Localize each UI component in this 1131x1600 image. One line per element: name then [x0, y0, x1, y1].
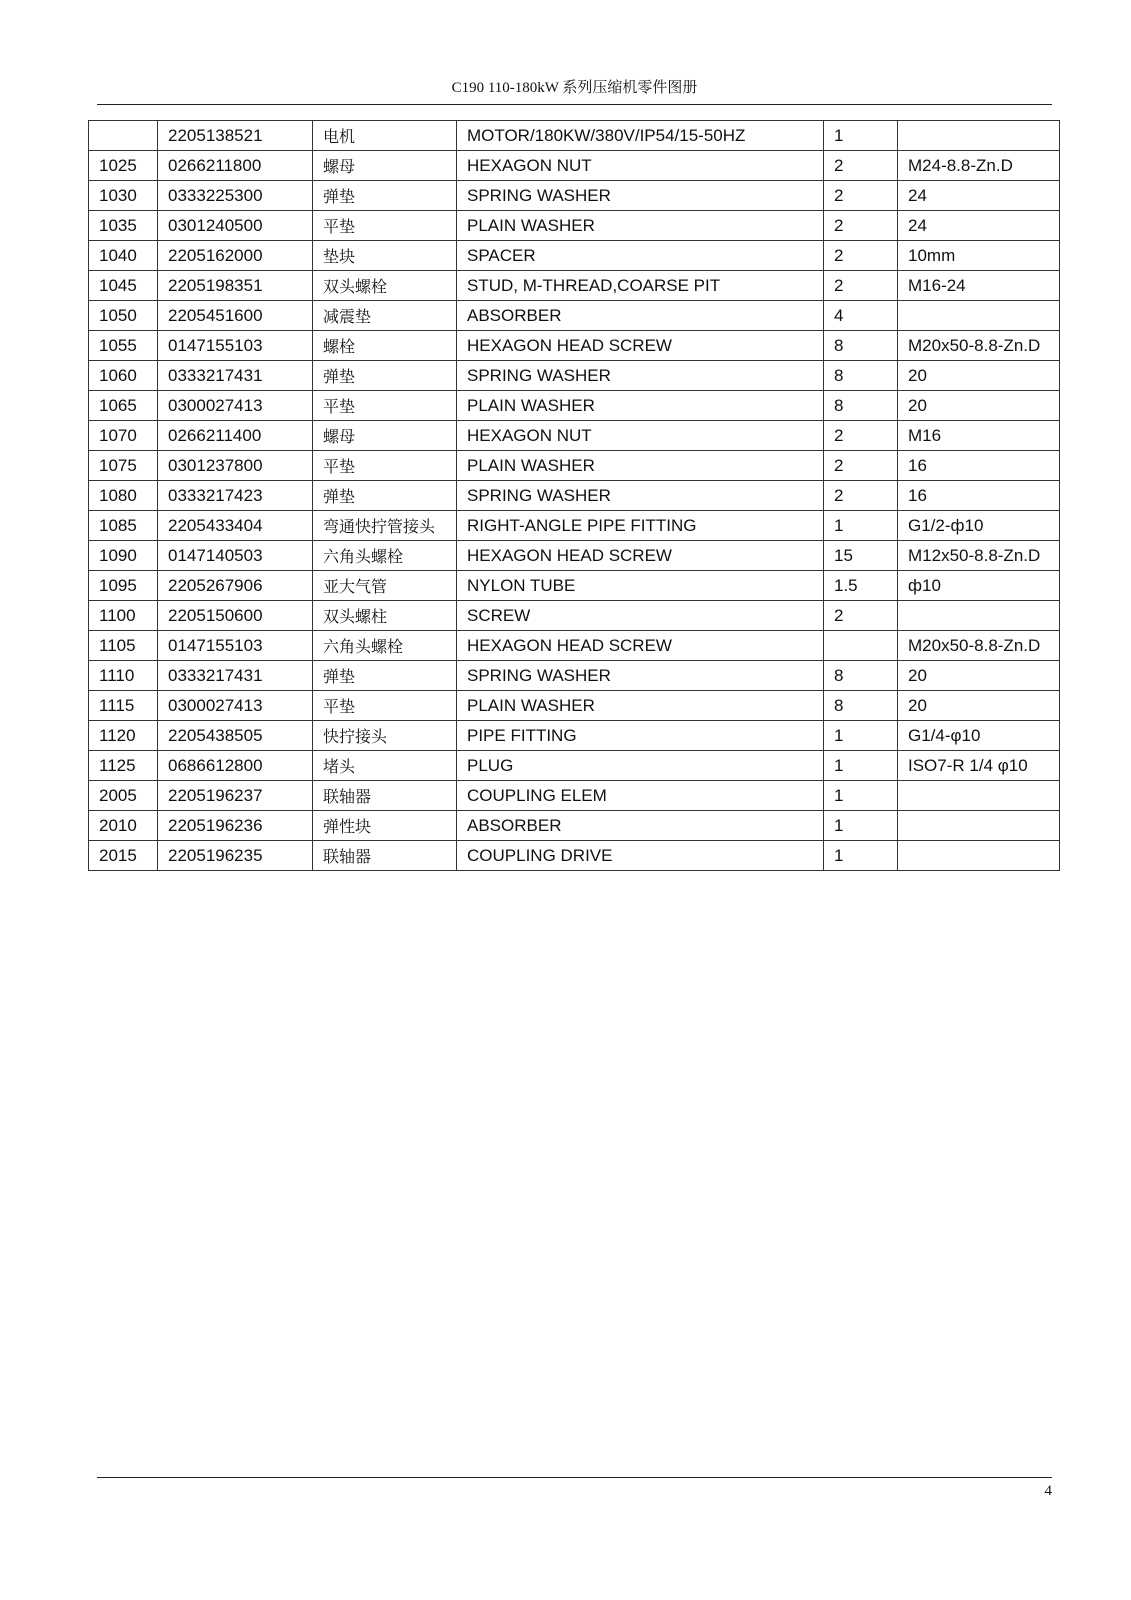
table-row [89, 631, 1060, 661]
chinese-name-cell: 双头螺栓 [313, 271, 457, 301]
part-number-cell: 2205162000 [158, 241, 313, 271]
parts-table [88, 120, 1060, 871]
page-number: 4 [1044, 1483, 1052, 1499]
quantity-cell: 15 [824, 541, 898, 571]
part-number-cell: 0147155103 [158, 631, 313, 661]
quantity-cell: 2 [824, 601, 898, 631]
specification-cell: M16-24 [898, 271, 1060, 301]
quantity-cell: 2 [824, 211, 898, 241]
english-description-cell: HEXAGON HEAD SCREW [457, 631, 824, 661]
table-row [89, 451, 1060, 481]
item-no-cell: 1120 [89, 721, 158, 751]
part-number-cell: 0147155103 [158, 331, 313, 361]
chinese-name-cell: 垫块 [313, 241, 457, 271]
chinese-name-cell: 电机 [313, 121, 457, 151]
chinese-name-cell: 弯通快拧管接头 [313, 511, 457, 541]
item-no-cell: 2015 [89, 841, 158, 871]
table-row [89, 841, 1060, 871]
table-row [89, 601, 1060, 631]
part-number-cell: 0266211800 [158, 151, 313, 181]
quantity-cell: 1.5 [824, 571, 898, 601]
specification-cell: 16 [898, 451, 1060, 481]
english-description-cell: PLUG [457, 751, 824, 781]
specification-cell: M20x50-8.8-Zn.D [898, 631, 1060, 661]
quantity-cell: 8 [824, 391, 898, 421]
item-no-cell: 1025 [89, 151, 158, 181]
item-no-cell: 1045 [89, 271, 158, 301]
quantity-cell: 2 [824, 271, 898, 301]
specification-cell [898, 811, 1060, 841]
part-number-cell: 0147140503 [158, 541, 313, 571]
quantity-cell: 8 [824, 331, 898, 361]
specification-cell [898, 841, 1060, 871]
chinese-name-cell: 快拧接头 [313, 721, 457, 751]
english-description-cell: STUD, M-THREAD,COARSE PIT [457, 271, 824, 301]
table-row [89, 331, 1060, 361]
chinese-name-cell: 双头螺柱 [313, 601, 457, 631]
chinese-name-cell: 弹垫 [313, 361, 457, 391]
english-description-cell: HEXAGON HEAD SCREW [457, 541, 824, 571]
specification-cell: M12x50-8.8-Zn.D [898, 541, 1060, 571]
item-no-cell: 1065 [89, 391, 158, 421]
item-no-cell: 1115 [89, 691, 158, 721]
table-row [89, 241, 1060, 271]
part-number-cell: 0333217423 [158, 481, 313, 511]
part-number-cell: 0300027413 [158, 391, 313, 421]
english-description-cell: PLAIN WASHER [457, 391, 824, 421]
table-row [89, 541, 1060, 571]
english-description-cell: ABSORBER [457, 811, 824, 841]
part-number-cell: 0333225300 [158, 181, 313, 211]
chinese-name-cell: 亚大气管 [313, 571, 457, 601]
part-number-cell: 2205138521 [158, 121, 313, 151]
item-no-cell: 1070 [89, 421, 158, 451]
specification-cell: 24 [898, 181, 1060, 211]
part-number-cell: 0300027413 [158, 691, 313, 721]
table-row [89, 151, 1060, 181]
part-number-cell: 2205438505 [158, 721, 313, 751]
item-no-cell: 2010 [89, 811, 158, 841]
table-row [89, 661, 1060, 691]
part-number-cell: 0686612800 [158, 751, 313, 781]
part-number-cell: 2205150600 [158, 601, 313, 631]
item-no-cell: 1095 [89, 571, 158, 601]
english-description-cell: SPRING WASHER [457, 361, 824, 391]
specification-cell: 16 [898, 481, 1060, 511]
quantity-cell: 1 [824, 811, 898, 841]
table-row [89, 121, 1060, 151]
quantity-cell: 1 [824, 121, 898, 151]
item-no-cell: 1105 [89, 631, 158, 661]
specification-cell [898, 121, 1060, 151]
quantity-cell: 1 [824, 841, 898, 871]
chinese-name-cell: 螺母 [313, 151, 457, 181]
english-description-cell: ABSORBER [457, 301, 824, 331]
specification-cell: G1/2-ф10 [898, 511, 1060, 541]
item-no-cell: 1080 [89, 481, 158, 511]
specification-cell: M24-8.8-Zn.D [898, 151, 1060, 181]
table-row [89, 751, 1060, 781]
quantity-cell: 2 [824, 451, 898, 481]
part-number-cell: 2205196237 [158, 781, 313, 811]
specification-cell: M16 [898, 421, 1060, 451]
specification-cell [898, 601, 1060, 631]
english-description-cell: HEXAGON NUT [457, 421, 824, 451]
english-description-cell: SCREW [457, 601, 824, 631]
specification-cell [898, 781, 1060, 811]
footer-rule [97, 1477, 1052, 1478]
table-row [89, 421, 1060, 451]
part-number-cell: 0333217431 [158, 361, 313, 391]
quantity-cell: 8 [824, 361, 898, 391]
specification-cell: 20 [898, 361, 1060, 391]
part-number-cell: 0301237800 [158, 451, 313, 481]
item-no-cell: 1050 [89, 301, 158, 331]
chinese-name-cell: 螺栓 [313, 331, 457, 361]
chinese-name-cell: 平垫 [313, 211, 457, 241]
english-description-cell: SPACER [457, 241, 824, 271]
table-row [89, 181, 1060, 211]
part-number-cell: 2205196236 [158, 811, 313, 841]
english-description-cell: COUPLING ELEM [457, 781, 824, 811]
chinese-name-cell: 六角头螺栓 [313, 631, 457, 661]
quantity-cell: 2 [824, 421, 898, 451]
quantity-cell [824, 631, 898, 661]
english-description-cell: HEXAGON NUT [457, 151, 824, 181]
part-number-cell: 0301240500 [158, 211, 313, 241]
quantity-cell: 1 [824, 781, 898, 811]
chinese-name-cell: 减震垫 [313, 301, 457, 331]
table-row [89, 361, 1060, 391]
chinese-name-cell: 联轴器 [313, 841, 457, 871]
parts-table-body [89, 121, 1060, 871]
quantity-cell: 2 [824, 481, 898, 511]
chinese-name-cell: 弹垫 [313, 661, 457, 691]
quantity-cell: 8 [824, 661, 898, 691]
table-row [89, 271, 1060, 301]
specification-cell: ISO7-R 1/4 φ10 [898, 751, 1060, 781]
item-no-cell: 1040 [89, 241, 158, 271]
specification-cell: 24 [898, 211, 1060, 241]
specification-cell [898, 301, 1060, 331]
item-no-cell: 1075 [89, 451, 158, 481]
chinese-name-cell: 弹垫 [313, 181, 457, 211]
document-title: C190 110-180kW 系列压缩机零件图册 [451, 80, 698, 96]
specification-cell: 20 [898, 391, 1060, 421]
table-row [89, 811, 1060, 841]
english-description-cell: PLAIN WASHER [457, 211, 824, 241]
chinese-name-cell: 平垫 [313, 691, 457, 721]
table-row [89, 481, 1060, 511]
table-row [89, 571, 1060, 601]
english-description-cell: HEXAGON HEAD SCREW [457, 331, 824, 361]
item-no-cell [89, 121, 158, 151]
chinese-name-cell: 弹性块 [313, 811, 457, 841]
table-row [89, 691, 1060, 721]
chinese-name-cell: 平垫 [313, 451, 457, 481]
quantity-cell: 4 [824, 301, 898, 331]
item-no-cell: 1055 [89, 331, 158, 361]
item-no-cell: 1090 [89, 541, 158, 571]
item-no-cell: 2005 [89, 781, 158, 811]
part-number-cell: 0333217431 [158, 661, 313, 691]
part-number-cell: 2205267906 [158, 571, 313, 601]
quantity-cell: 2 [824, 181, 898, 211]
item-no-cell: 1125 [89, 751, 158, 781]
quantity-cell: 2 [824, 241, 898, 271]
english-description-cell: COUPLING DRIVE [457, 841, 824, 871]
quantity-cell: 1 [824, 511, 898, 541]
table-row [89, 721, 1060, 751]
quantity-cell: 1 [824, 721, 898, 751]
part-number-cell: 2205433404 [158, 511, 313, 541]
english-description-cell: NYLON TUBE [457, 571, 824, 601]
page-header [97, 78, 1052, 105]
item-no-cell: 1035 [89, 211, 158, 241]
part-number-cell: 2205451600 [158, 301, 313, 331]
table-row [89, 511, 1060, 541]
part-number-cell: 2205196235 [158, 841, 313, 871]
english-description-cell: SPRING WASHER [457, 481, 824, 511]
english-description-cell: PIPE FITTING [457, 721, 824, 751]
item-no-cell: 1100 [89, 601, 158, 631]
english-description-cell: SPRING WASHER [457, 661, 824, 691]
quantity-cell: 2 [824, 151, 898, 181]
specification-cell: M20x50-8.8-Zn.D [898, 331, 1060, 361]
quantity-cell: 1 [824, 751, 898, 781]
chinese-name-cell: 联轴器 [313, 781, 457, 811]
chinese-name-cell: 堵头 [313, 751, 457, 781]
table-row [89, 391, 1060, 421]
specification-cell: 10mm [898, 241, 1060, 271]
english-description-cell: SPRING WASHER [457, 181, 824, 211]
english-description-cell: PLAIN WASHER [457, 691, 824, 721]
item-no-cell: 1085 [89, 511, 158, 541]
item-no-cell: 1030 [89, 181, 158, 211]
chinese-name-cell: 螺母 [313, 421, 457, 451]
specification-cell: G1/4-φ10 [898, 721, 1060, 751]
english-description-cell: PLAIN WASHER [457, 451, 824, 481]
quantity-cell: 8 [824, 691, 898, 721]
table-row [89, 301, 1060, 331]
chinese-name-cell: 弹垫 [313, 481, 457, 511]
specification-cell: 20 [898, 691, 1060, 721]
table-row [89, 781, 1060, 811]
table-row [89, 211, 1060, 241]
chinese-name-cell: 六角头螺栓 [313, 541, 457, 571]
chinese-name-cell: 平垫 [313, 391, 457, 421]
item-no-cell: 1110 [89, 661, 158, 691]
part-number-cell: 2205198351 [158, 271, 313, 301]
part-number-cell: 0266211400 [158, 421, 313, 451]
english-description-cell: RIGHT-ANGLE PIPE FITTING [457, 511, 824, 541]
specification-cell: ф10 [898, 571, 1060, 601]
item-no-cell: 1060 [89, 361, 158, 391]
specification-cell: 20 [898, 661, 1060, 691]
english-description-cell: MOTOR/180KW/380V/IP54/15-50HZ [457, 121, 824, 151]
